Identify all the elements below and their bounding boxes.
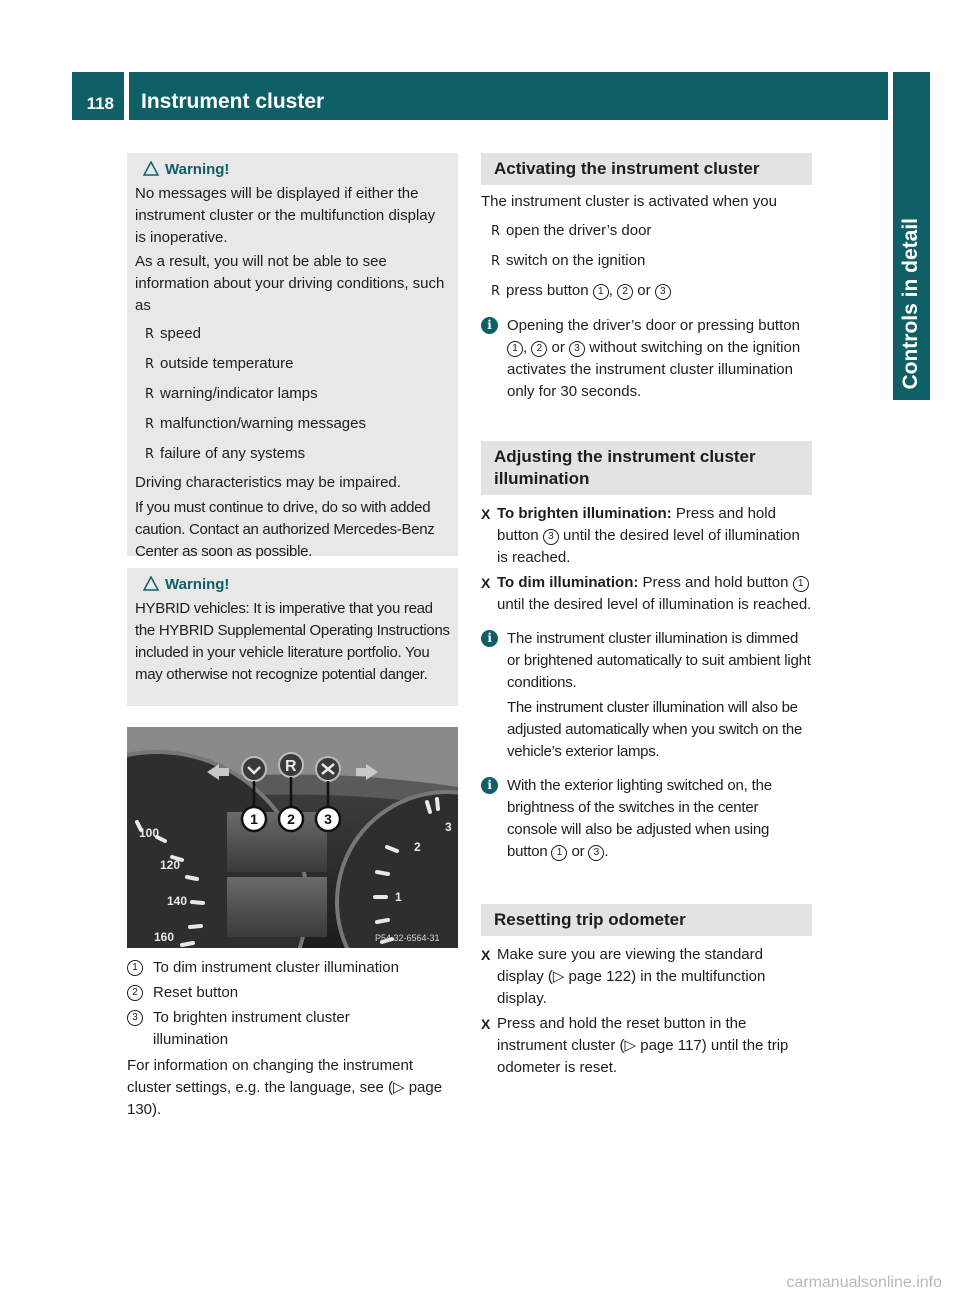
warning-1-item: R failure of any systems — [135, 443, 450, 466]
section-heading-activating: Activating the instrument cluster — [481, 153, 812, 185]
warning-triangle-icon — [143, 576, 159, 591]
warning-1-item: R warning/indicator lamps — [135, 383, 450, 406]
section-heading-adjusting: Adjusting the instrument cluster illumination — [481, 441, 812, 495]
settings-reference: For information on changing the instrument cluster settings, e.g. the language, see (▷ page 130). — [127, 1057, 443, 1118]
activating-item-buttons: R press button 1 , 2 or 3 — [481, 280, 812, 303]
warning-box-2 — [127, 568, 458, 706]
legend-item-2: 2 Reset button — [127, 982, 462, 1004]
activating-intro: The instrument cluster is activated when you — [481, 193, 777, 210]
info-icon: i — [481, 317, 498, 334]
warning-triangle-icon — [143, 161, 159, 176]
adjusting-info-2: i With the exterior lighting switched on, the brightness of the switches in the center console will also be adjusted when using button 1 or 3 . — [481, 775, 812, 863]
adjusting-info-1: i The instrument cluster illumination is dimmed or brightened automatically to suit ambient light conditions. — [481, 628, 812, 694]
page-number: 118 — [86, 94, 114, 113]
button-ref-1: 1 — [593, 284, 609, 300]
section-heading-resetting: Resetting trip odometer — [481, 904, 812, 936]
figure-legend — [127, 957, 462, 1121]
callout-number: 2 — [287, 811, 295, 827]
step-reset-1: X Make sure you are viewing the standard display (▷ page 122) in the multifunction display. — [481, 944, 812, 1010]
instrument-cluster-figure — [127, 727, 458, 948]
legend-item-3: 3 To brighten instrument cluster illumination — [127, 1007, 462, 1051]
section-title: Instrument cluster — [141, 90, 325, 113]
section-header — [129, 72, 888, 120]
page-number-box — [72, 72, 124, 120]
button-ref-2: 2 — [617, 284, 633, 300]
warning-1-para-1: No messages will be displayed if either the instrument cluster or the multifunction display is inoperative. — [135, 185, 436, 246]
gauge-label: 140 — [167, 894, 188, 908]
right-column — [481, 153, 812, 1079]
gauge-label: 3 — [445, 820, 452, 834]
activating-info: i Opening the driver’s door or pressing button 1 , 2 or 3 without switching on the ignition activates the instrument cluster illumination only for 30 seconds. — [481, 315, 812, 403]
watermark: carmanualsonline.info — [786, 1274, 942, 1291]
gauge-label: 2 — [414, 840, 421, 854]
info-icon: i — [481, 777, 498, 794]
warning-1-item: R outside temperature — [135, 353, 450, 376]
figure-ref-code: P54.32-6564-31 — [375, 933, 440, 943]
activating-item: R open the driver’s door — [481, 220, 812, 243]
warning-1-para-4: If you must continue to drive, do so with added caution. Contact an authorized Mercedes-Benz Center as soon as possible. — [135, 499, 435, 560]
instrument-cluster-illustration — [127, 727, 458, 948]
side-tab-label: Controls in detail — [899, 218, 922, 390]
warning-box-1 — [127, 153, 458, 560]
side-tab-label-wrap — [893, 72, 930, 400]
gauge-label: 160 — [154, 930, 175, 944]
info-icon: i — [481, 630, 498, 647]
warning-1-item: R malfunction/warning messages — [135, 413, 450, 436]
callout-number: 3 — [324, 811, 332, 827]
step-brighten: X To brighten illumination: Press and hold button 3 until the desired level of illumination is reached. — [481, 503, 812, 569]
legend-item-1: 1 To dim instrument cluster illumination — [127, 957, 462, 979]
warning-1-title: Warning! — [165, 161, 230, 178]
adjusting-info-1b: The instrument cluster illumination will also be adjusted automatically when you switch on the vehicle’s exterior lamps. — [507, 699, 803, 760]
warning-2-para: HYBRID vehicles: It is imperative that you read the HYBRID Supplemental Operating Instructions included in your vehicle literature portfolio. You may otherwise not recognize potential danger. — [135, 600, 450, 683]
warning-2-title: Warning! — [165, 576, 230, 593]
warning-1-para-3: Driving characteristics may be impaired. — [135, 474, 401, 491]
button-ref-3: 3 — [655, 284, 671, 300]
warning-1-item: R speed — [135, 323, 450, 346]
gauge-label: 1 — [395, 890, 402, 904]
callout-number: 1 — [250, 811, 258, 827]
warning-1-para-2: As a result, you will not be able to see information about your driving conditions, such as — [135, 253, 445, 314]
step-dim: X To dim illumination: Press and hold button 1 until the desired level of illumination is reached. — [481, 572, 812, 616]
svg-text:R: R — [285, 758, 297, 775]
gauge-label: 120 — [160, 858, 181, 872]
activating-item: R switch on the ignition — [481, 250, 812, 273]
step-reset-2: X Press and hold the reset button in the instrument cluster (▷ page 117) until the trip odometer is reset. — [481, 1013, 812, 1079]
gauge-label: 100 — [139, 826, 160, 840]
